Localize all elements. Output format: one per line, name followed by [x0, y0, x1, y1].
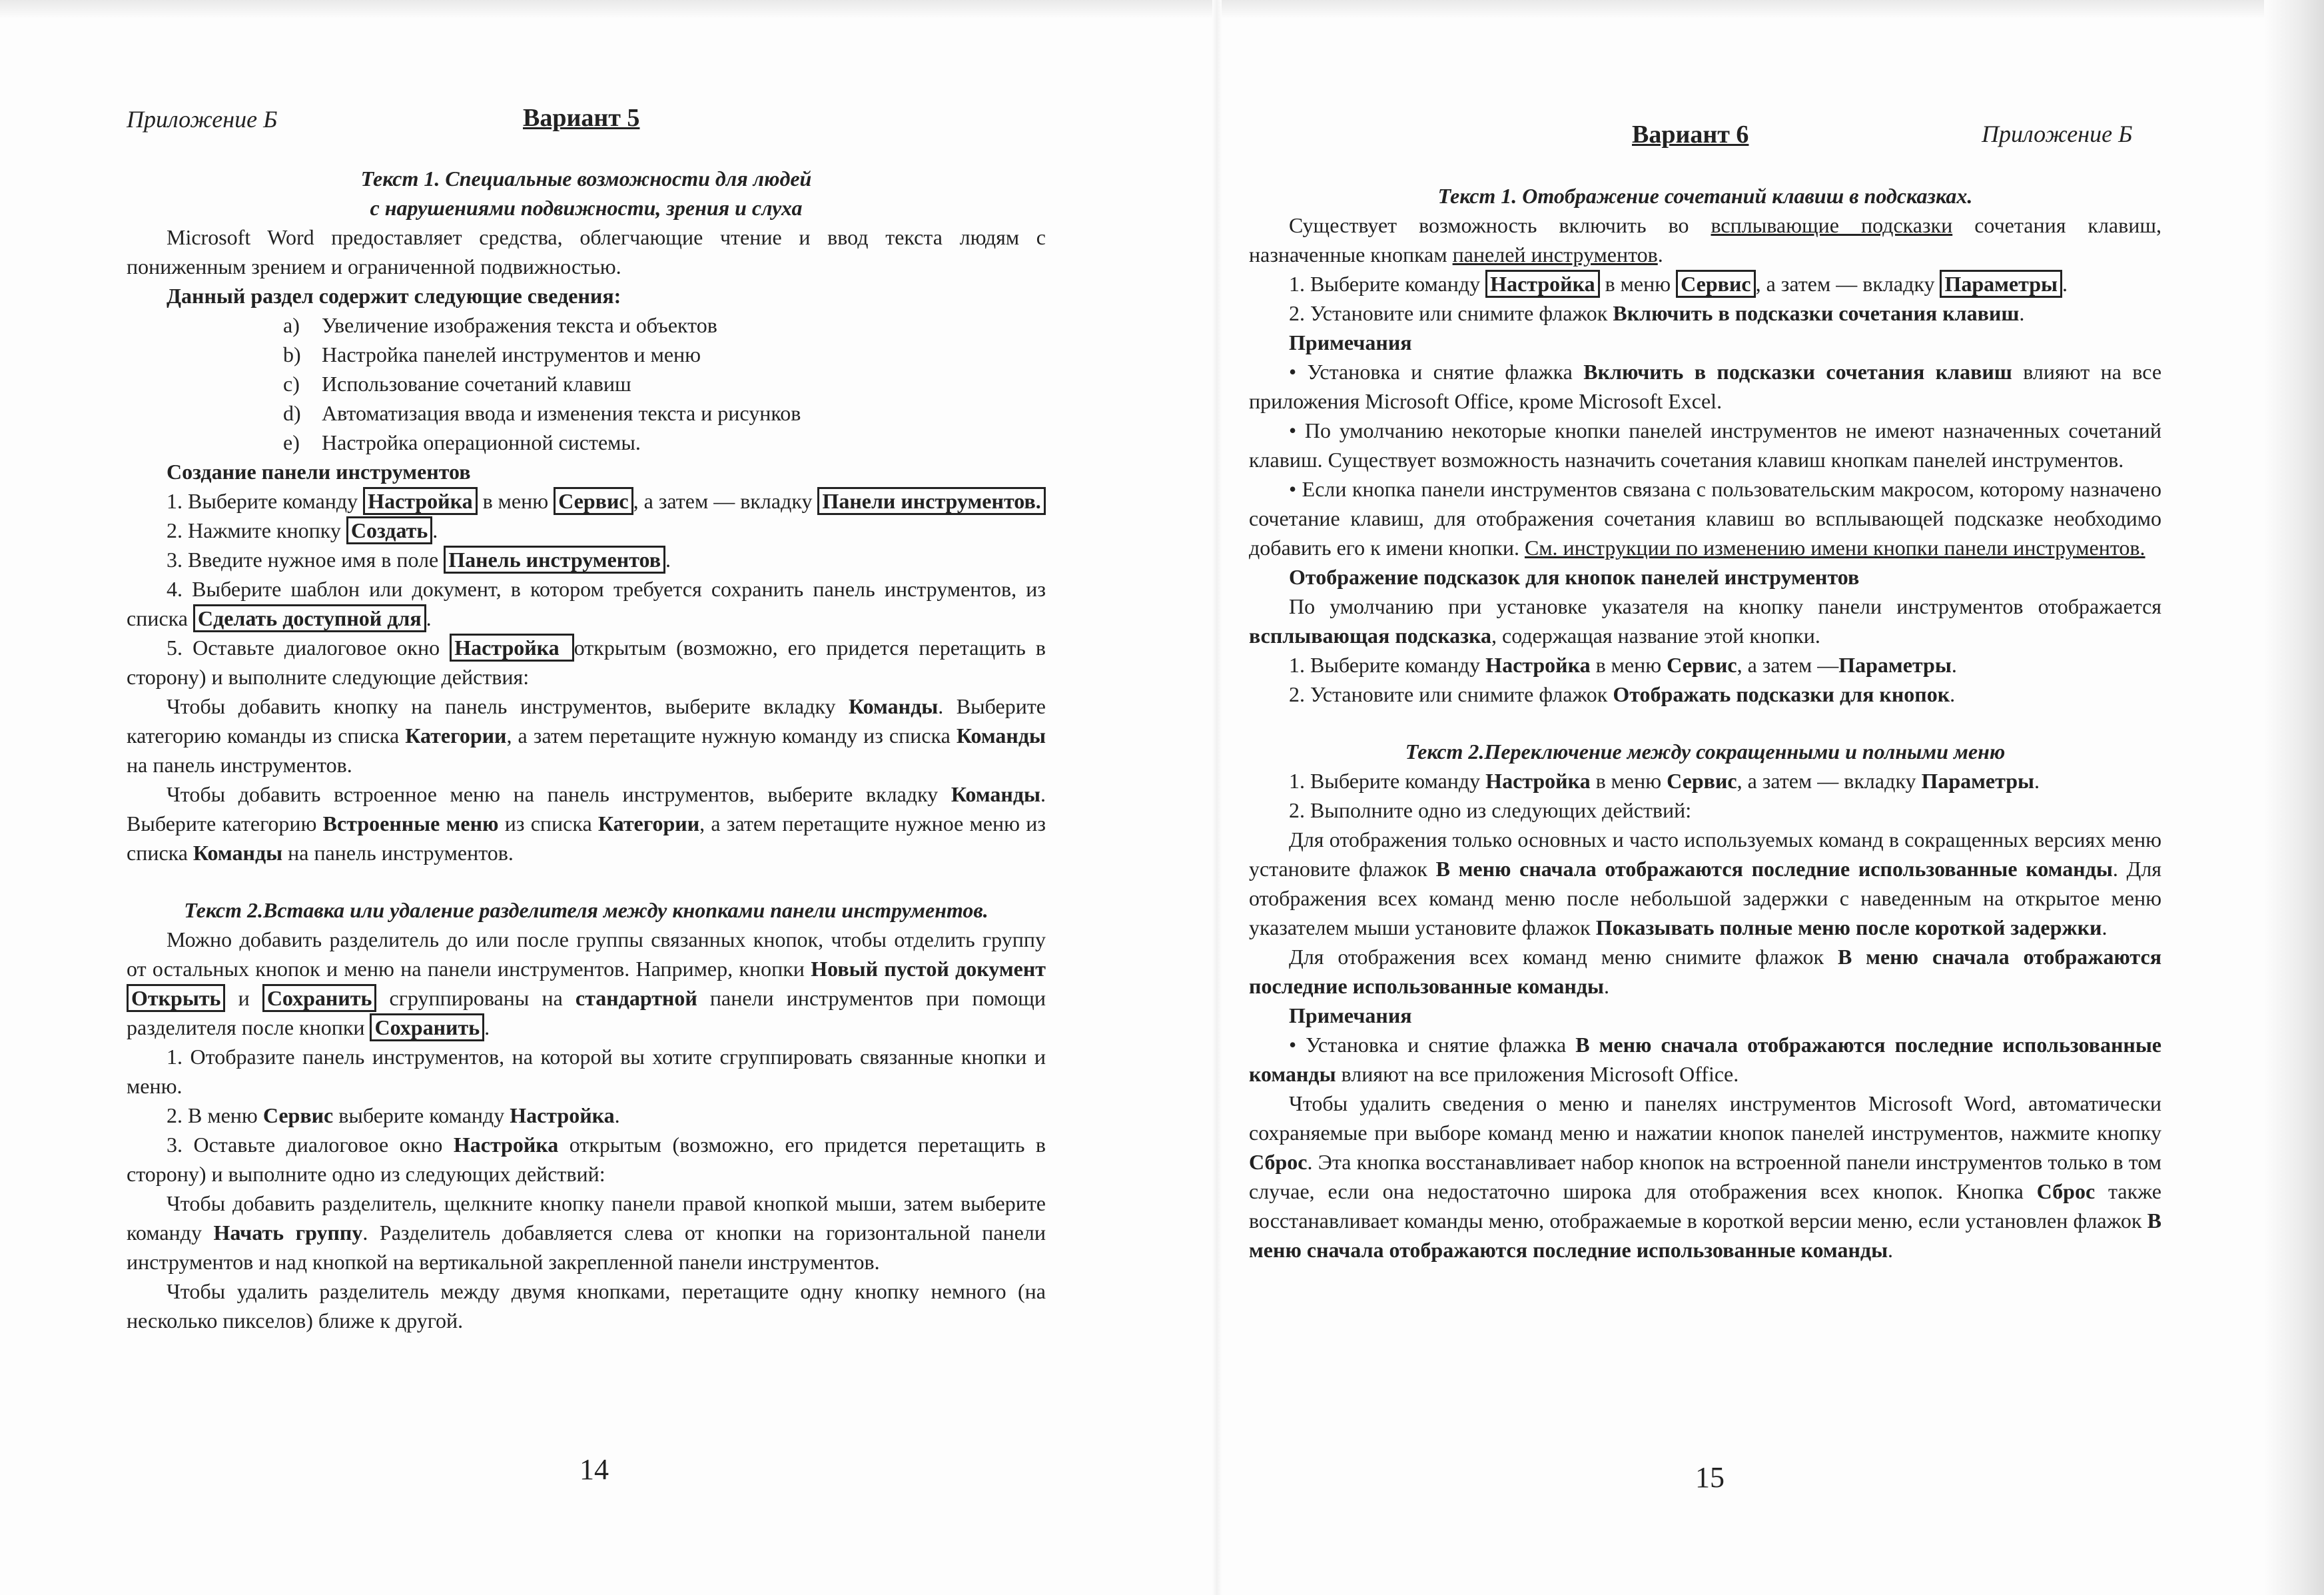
text1-title-line1: Текст 1. Специальные возможности для людей: [360, 167, 812, 191]
paragraph: Существует возможность включить во всплывающие подсказки сочетания клавиш, назначенные кнопкам панелей инструментов.: [1249, 213, 2162, 266]
variant-title: Вариант 5: [523, 104, 640, 132]
page-number: 14: [580, 1453, 609, 1486]
section-heading: Отображение подсказок для кнопок панелей инструментов: [1289, 565, 1860, 589]
scan-right-edge: [2264, 0, 2324, 1595]
list-item: d) Автоматизация ввода и изменения текста и рисунков: [283, 401, 801, 425]
left-body: [127, 164, 1046, 1335]
text2-title: Текст 2.Переключение между сокращенными и полными меню: [1405, 740, 2006, 764]
page-right: [1249, 0, 2161, 1595]
paragraph: Чтобы удалить сведения о меню и панелях инструментов Microsoft Word, автоматически сохраняемые при выборе команд меню и нажатии кнопок панелей инструментов, нажмите кнопку Сброс. Эта кнопка восстанавливает набор кнопок на встроенной панели инструментов только в том случае, если она недостаточно широка для отображения всех кнопок. Кнопка Сброс также восстанавливает команды меню, отображаемые в короткой версии меню, если установлен флажок В меню сначала отображаются последние использованные команды.: [1249, 1091, 2162, 1262]
paragraph: Можно добавить разделитель до или после группы связанных кнопок, чтобы отделить группу от остальных кнопок и меню на панели инструментов. Например, кнопки Новый пустой документ Открыть и Сохранить сгруппированы на стандартной панели инструментов при помощи разделителя после кнопки Сохранить .: [127, 925, 1046, 1042]
step: 1. Отобразите панель инструментов, на которой вы хотите сгруппировать связанные кнопки и меню.: [127, 1045, 1046, 1098]
notes-heading: Примечания: [1289, 1003, 1412, 1027]
step: 2. Установите или снимите флажок Включить в подсказки сочетания клавиш.: [1289, 301, 2025, 325]
note: • Установка и снятие флажка Включить в подсказки сочетания клавиш влияют на все приложения Microsoft Office, кроме Microsoft Excel.: [1249, 360, 2162, 413]
book-spine: [1212, 0, 1222, 1595]
paragraph: Microsoft Word предоставляет средства, облегчающие чтение и ввод текста людям с пониженным зрением и ограниченной подвижностью.: [127, 225, 1046, 278]
note: • Установка и снятие флажка В меню сначала отображаются последние использованные команды влияют на все приложения Microsoft Office.: [1249, 1033, 2161, 1086]
list-item: e) Настройка операционной системы.: [283, 430, 641, 454]
text1-title-line2: с нарушениями подвижности, зрения и слуха: [370, 196, 803, 220]
step: 2. Выполните одно из следующих действий:: [1289, 798, 1692, 822]
running-head: Приложение Б: [127, 106, 278, 133]
paragraph: Чтобы удалить разделитель между двумя кнопками, перетащите одну кнопку немного (на несколько пикселов) ближе к другой.: [127, 1279, 1046, 1332]
step: 2. В меню Сервис выберите команду Настройка.: [167, 1103, 620, 1127]
section-heading: Данный раздел содержит следующие сведения:: [167, 284, 621, 308]
step: 4. Выберите шаблон или документ, в котором требуется сохранить панель инструментов, из списка Сделать доступной для .: [127, 574, 1046, 633]
note: • По умолчанию некоторые кнопки панелей инструментов не имеют назначенных сочетаний клавиш. Существует возможность назначить сочетания клавиш кнопкам панелей инструментов.: [1249, 418, 2161, 472]
step: 1. Выберите команду Настройка в меню Сервис , а затем — вкладку Панели инструментов.: [127, 486, 1046, 516]
step: 2. Нажмите кнопку Создать .: [127, 516, 1046, 545]
paragraph: Чтобы добавить встроенное меню на панель инструментов, выберите вкладку Команды. Выберите категорию Встроенные меню из списка Категории, а затем перетащите нужное меню из списка Команды на панель инструментов.: [127, 782, 1046, 865]
paragraph: Чтобы добавить кнопку на панель инструментов, выберите вкладку Команды. Выберите категорию команды из списка Категории, а затем перетащите нужную команду из списка Команды на панель инструментов.: [127, 694, 1046, 777]
step: 1. Выберите команду Настройка в меню Сервис , а затем — вкладку Параметры .: [1249, 269, 2161, 298]
text1-title: Текст 1. Отображение сочетаний клавиш в подсказках.: [1437, 184, 1973, 208]
step: 1. Выберите команду Настройка в меню Сервис, а затем — вкладку Параметры.: [1289, 769, 2040, 793]
step: 3. Оставьте диалоговое окно Настройка открытым (возможно, его придется перетащить в сторону) и выполните одно из следующих действий:: [127, 1133, 1046, 1186]
page-left: [127, 0, 1046, 1595]
paragraph: Чтобы добавить разделитель, щелкните кнопку панели правой кнопкой мыши, затем выберите команду Начать группу. Разделитель добавляется слева от кнопки на горизонтальной панели инструментов и над кнопкой на вертикальной закрепленной панели инструментов.: [127, 1191, 1046, 1274]
list-item: a) Увеличение изображения текста и объектов: [283, 313, 717, 337]
list-item: b) Настройка панелей инструментов и меню: [283, 342, 701, 366]
step: 2. Установите или снимите флажок Отображать подсказки для кнопок.: [1289, 682, 1956, 706]
right-body: [1249, 181, 2161, 1265]
paragraph: Для отображения только основных и часто используемых команд в сокращенных версиях меню установите флажок В меню сначала отображаются последние использованные команды. Для отображения всех команд меню после небольшой задержки с наведенным на открытое меню указателем мыши установите флажок Показывать полные меню после короткой задержки.: [1249, 827, 2162, 939]
paragraph: Для отображения всех команд меню снимите флажок В меню сначала отображаются последние использованные команды.: [1249, 945, 2162, 998]
list-item: c) Использование сочетаний клавиш: [283, 372, 631, 396]
paragraph: По умолчанию при установке указателя на кнопку панели инструментов отображается всплывающая подсказка, содержащая название этой кнопки.: [1249, 594, 2161, 648]
text2-title: Текст 2.Вставка или удаление разделителя между кнопками панели инструментов.: [184, 898, 988, 922]
variant-title: Вариант 6: [1632, 121, 1749, 149]
step: 5. Оставьте диалоговое окно Настройка открытым (возможно, его придется перетащить в сторону) и выполните следующие действия:: [127, 633, 1046, 692]
section-heading: Создание панели инструментов: [167, 460, 471, 484]
step: 3. Введите нужное имя в поле Панель инструментов .: [127, 545, 1046, 574]
page-number: 15: [1695, 1461, 1725, 1494]
notes-heading: Примечания: [1289, 330, 1412, 354]
running-head: Приложение Б: [1982, 121, 2133, 147]
note: • Если кнопка панели инструментов связана с пользовательским макросом, которому назначено сочетание клавиш, для отображения сочетания клавиш во всплывающей подсказке необходимо добавить его к имени кнопки. См. инструкции по изменению имени кнопки панели инструментов.: [1249, 477, 2161, 560]
instructions-link[interactable]: См. инструкции по изменению имени кнопки панели инструментов.: [1524, 536, 2145, 560]
step: 1. Выберите команду Настройка в меню Сервис, а затем —Параметры.: [1289, 653, 1957, 677]
